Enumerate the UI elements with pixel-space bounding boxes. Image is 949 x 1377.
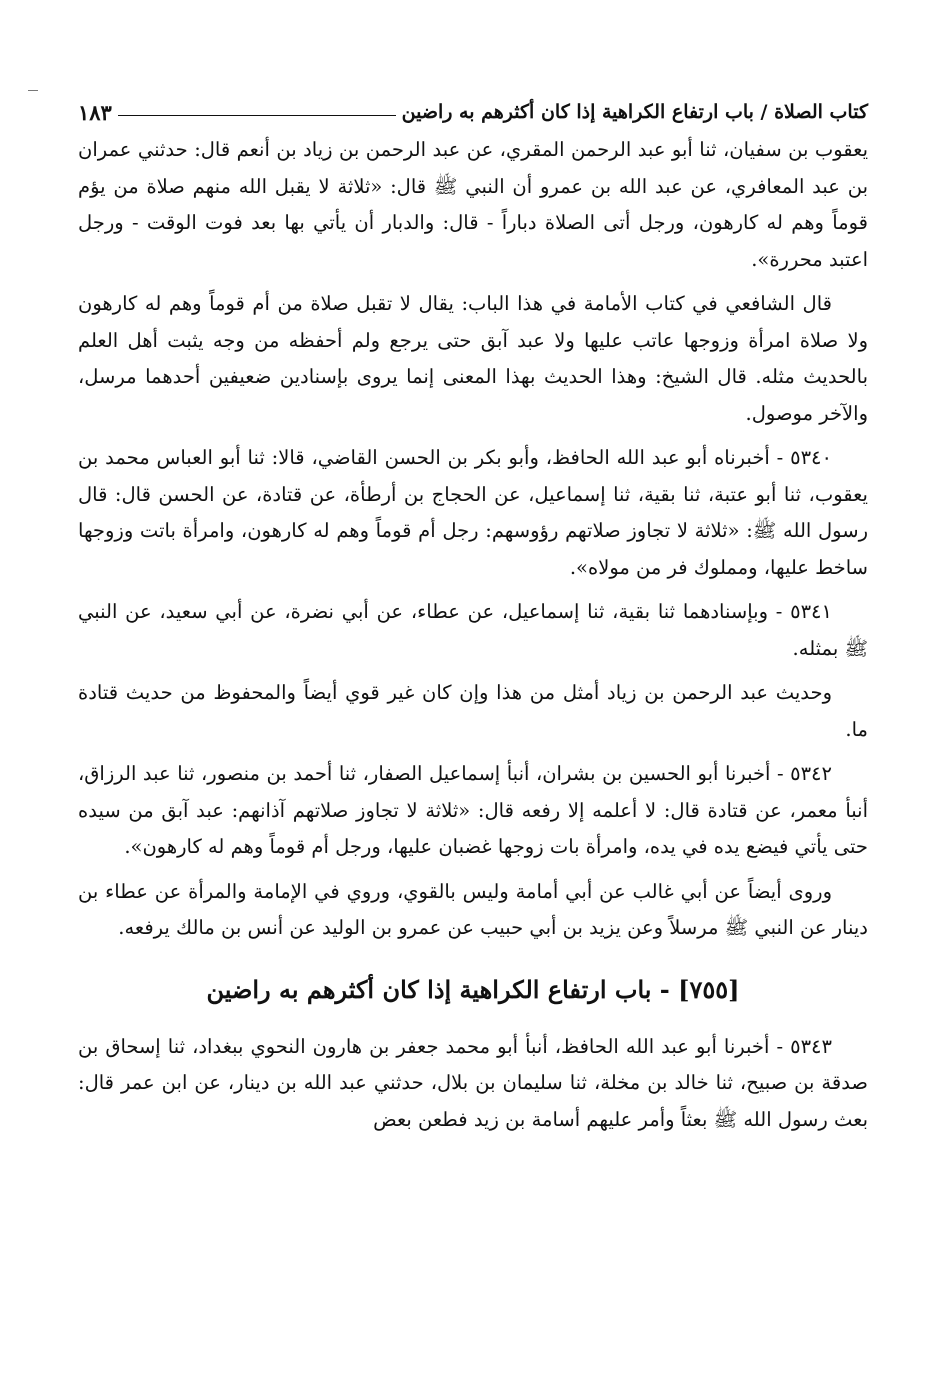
page-number: ١٨٣	[78, 99, 112, 125]
running-header	[78, 92, 868, 132]
paragraph: وروى أيضاً عن أبي غالب عن أبي أمامة وليس بالقوي، وروي في الإمامة والمرأة عن عطاء بن دينار عن النبي ﷺ مرسلاً وعن يزيد بن أبي حبيب عن عمرو بن الوليد عن أنس بن مالك يرفعه.	[78, 879, 868, 939]
header-rule	[118, 115, 396, 116]
hadith-5340: ٥٣٤٠ - أخبرناه أبو عبد الله الحافظ، وأبو بكر بن الحسن القاضي، قالا: ثنا أبو العباس محمد بن يعقوب، ثنا أبو عتبة، ثنا بقية، ثنا إسماعيل، عن الحجاج بن أرطأة، عن قتادة، عن الحسن قال: قال رسول الله ﷺ: «ثلاثة لا تجاوز صلاتهم رؤوسهم: رجل أم قوماً وهم له كارهون، وامرأة باتت وزوجها ساخط عليها، ومملوك فر من مولاه».	[78, 446, 868, 579]
margin-mark	[28, 90, 38, 91]
book-page	[78, 92, 868, 1138]
header-title: كتاب الصلاة / باب ارتفاع الكراهية إذا كان أكثرهم به راضين	[401, 101, 868, 123]
hadith-5343: ٥٣٤٣ - أخبرنا أبو عبد الله الحافظ، أنبأ أبو محمد جعفر بن هارون النحوي ببغداد، ثنا إسحاق بن صدقة بن صبيح، ثنا خالد بن مخلة، ثنا سليمان بن بلال، حدثني عبد الله بن دينار، عن ابن عمر قال: بعث رسول الله ﷺ بعثاً وأمر عليهم أسامة بن زيد فطعن بعض	[78, 1034, 868, 1131]
hadith-5342: ٥٣٤٢ - أخبرنا أبو الحسين بن بشران، أنبأ إسماعيل الصفار، ثنا أحمد بن منصور، ثنا عبد الرزاق، أنبأ معمر، عن قتادة قال: لا أعلمه إلا رفعه قال: «ثلاثة لا تجاوز صلاتهم آذانهم: عبد آبق من سيده حتى يأتي فيضع يده في يده، وامرأة بات زوجها غضبان عليها، ورجل أم قوماً وهم له كارهون».	[78, 762, 868, 858]
paragraph: يعقوب بن سفيان، ثنا أبو عبد الرحمن المقري، عن عبد الرحمن بن زياد بن أنعم قال: حدثني عمران بن عبد المعافري، عن عبد الله بن عمرو أن النبي ﷺ قال: «ثلاثة لا يقبل الله منهم صلاة من يؤم قوماً وهم له كارهون، ورجل أتى الصلاة دباراً - قال: والدبار أن يأتي بها بعد فوت الوقت - ورجل اعتبد محررة».	[78, 138, 868, 271]
chapter-heading: [٧٥٥] - باب ارتفاع الكراهية إذا كان أكثرهم به راضين	[206, 974, 740, 1004]
paragraph: وحديث عبد الرحمن بن زياد أمثل من هذا وإن كان غير قوي أيضاً والمحفوظ من حديث قتادة ما.	[78, 681, 868, 741]
hadith-5341: ٥٣٤١ - وبإسنادهما ثنا بقية، ثنا إسماعيل، عن عطاء، عن أبي نضرة، عن أبي سعيد، عن النبي ﷺ بمثله.	[78, 600, 868, 660]
paragraph: قال الشافعي في كتاب الأمامة في هذا الباب: يقال لا تقبل صلاة من أم قوماً وهم له كارهون ولا صلاة امرأة وزوجها عاتب عليها ولا عبد آبق حتى يرجع ولم أحفظه من وجه يثبت أهل العلم بالحديث مثله. قال الشيخ: وهذا الحديث بهذا المعنى إنما يروى بإسنادين ضعيفين أحدهما مرسل، والآخر موصول.	[78, 292, 868, 425]
